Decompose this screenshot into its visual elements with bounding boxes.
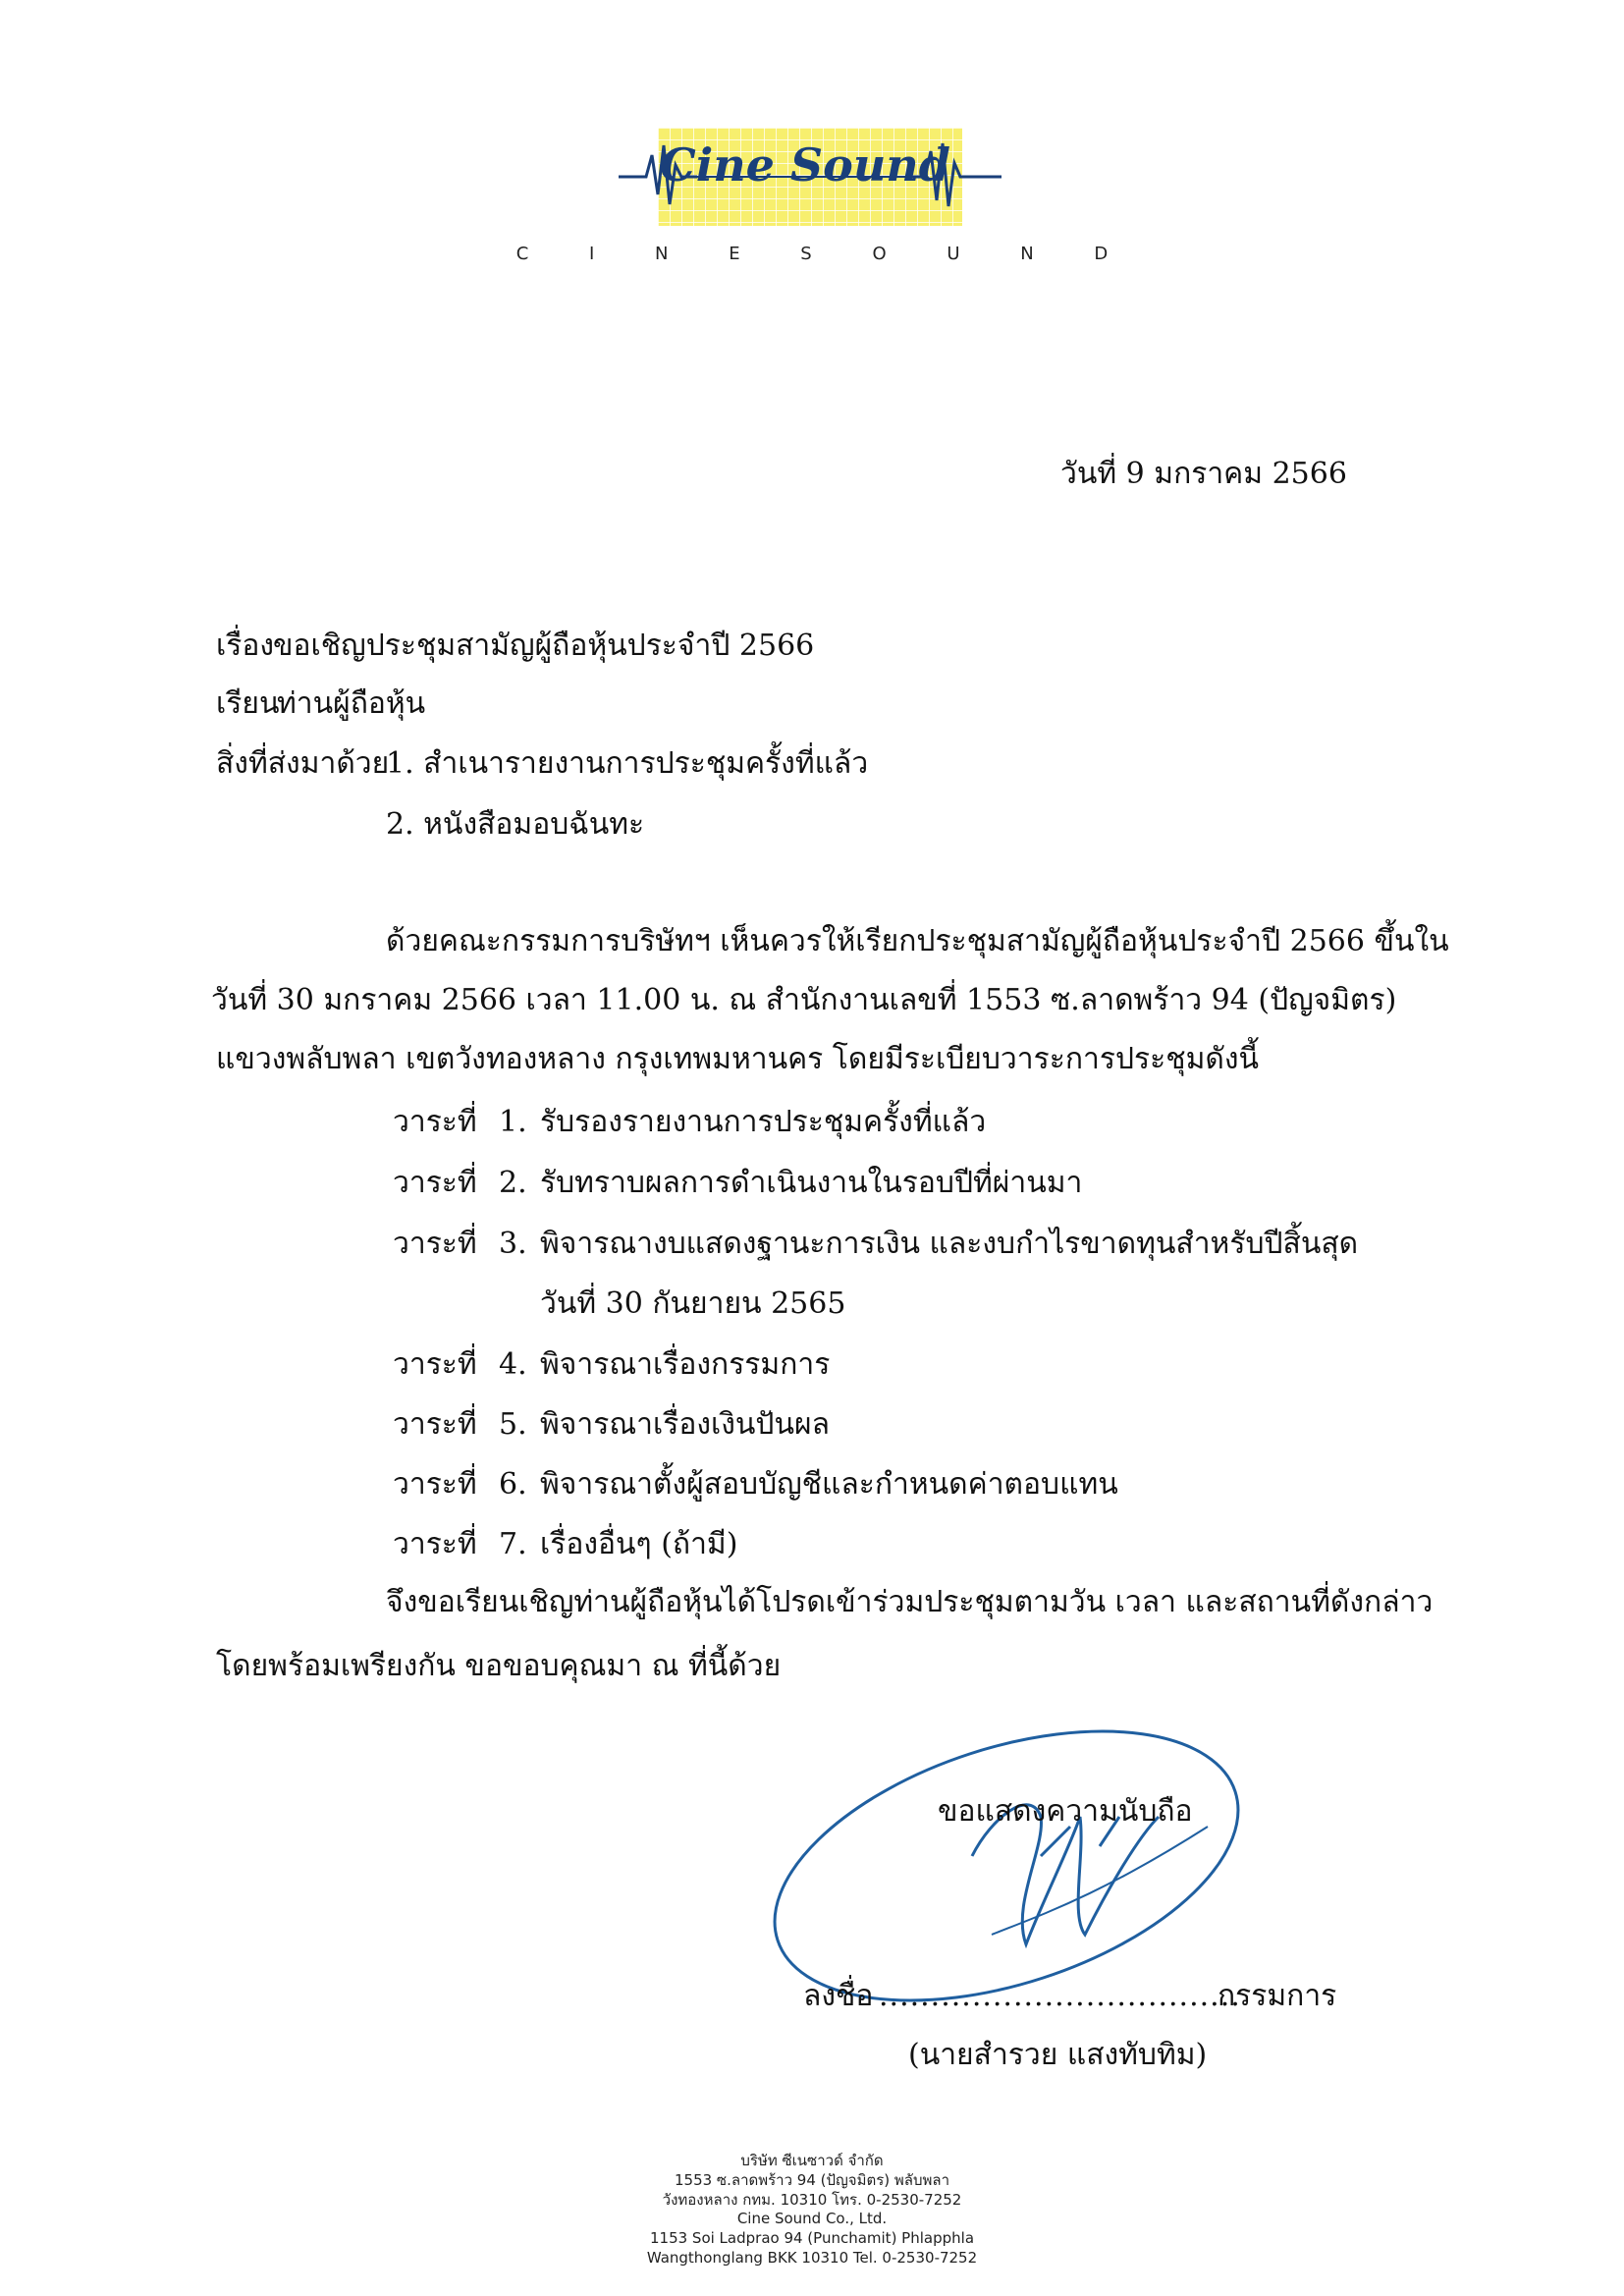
signer-position: กรรมการ bbox=[1218, 1979, 1337, 2013]
body-line: แขวงพลับพลา เขตวังทองหลาง กรุงเทพมหานคร โดยมีระเบียบวาระการประชุมดังนี้ bbox=[216, 1042, 1259, 1076]
agenda-number: 2. bbox=[499, 1166, 527, 1200]
footer-th-name: บริษัท ซีเนซาวด์ จำกัด bbox=[740, 2152, 884, 2169]
agenda-text: เรื่องอื่นๆ (ถ้ามี) bbox=[540, 1527, 738, 1561]
footer-en-address: Wangthonglang BKK 10310 Tel. 0-2530-7252 bbox=[646, 2249, 978, 2267]
body-line: ด้วยคณะกรรมการบริษัทฯ เห็นควรให้เรียกประชุมสามัญผู้ถือหุ้นประจำปี 2566 ขึ้นใน bbox=[386, 924, 1449, 958]
agenda-text: รับทราบผลการดำเนินงานในรอบปีที่ผ่านมา bbox=[540, 1166, 1083, 1200]
closing-line: จึงขอเรียนเชิญท่านผู้ถือหุ้นได้โปรดเข้าร่วมประชุมตามวัน เวลา และสถานที่ดังกล่าว bbox=[386, 1585, 1434, 1619]
agenda-text: พิจารณาตั้งผู้สอบบัญชีและกำหนดค่าตอบแทน bbox=[540, 1467, 1118, 1502]
enclosures-label: สิ่งที่ส่งมาด้วย bbox=[216, 746, 390, 781]
signer-name: (นายสำรวย แสงทับทิม) bbox=[908, 2038, 1208, 2072]
agenda-number: 7. bbox=[499, 1527, 527, 1561]
enclosure-item: 2. หนังสือมอบฉันทะ bbox=[386, 807, 645, 842]
subject-text: ขอเชิญประชุมสามัญผู้ถือหุ้นประจำปี 2566 bbox=[273, 629, 815, 663]
agenda-number: 5. bbox=[499, 1407, 527, 1442]
logo-wordmark: Cine Sound bbox=[660, 138, 950, 191]
letter-date: วันที่ 9 มกราคม 2566 bbox=[1060, 457, 1347, 491]
agenda-text: พิจารณางบแสดงฐานะการเงิน และงบกำไรขาดทุนสำหรับปีสิ้นสุด bbox=[540, 1227, 1359, 1261]
agenda-number: 3. bbox=[499, 1227, 527, 1261]
subject-label: เรื่อง bbox=[216, 629, 275, 663]
footer-th-address: 1553 ซ.ลาดพร้าว 94 (ปัญจมิตร) พลับพลา bbox=[674, 2171, 949, 2189]
agenda-label: วาระที่ bbox=[393, 1347, 477, 1382]
body-line: วันที่ 30 มกราคม 2566 เวลา 11.00 น. ณ สำนักงานเลขที่ 1553 ซ.ลาดพร้าว 94 (ปัญจมิตร) bbox=[211, 983, 1397, 1017]
agenda-text: รับรองรายงานการประชุมครั้งที่แล้ว bbox=[540, 1105, 987, 1139]
agenda-text: พิจารณาเรื่องกรรมการ bbox=[540, 1347, 831, 1382]
agenda-label: วาระที่ bbox=[393, 1467, 477, 1502]
logo-caption: C I N E S O U N D bbox=[515, 244, 1136, 264]
to-label: เรียน bbox=[216, 686, 280, 721]
agenda-text: พิจารณาเรื่องเงินปันผล bbox=[540, 1407, 830, 1442]
agenda-label: วาระที่ bbox=[393, 1527, 477, 1561]
footer-en-name: Cine Sound Co., Ltd. bbox=[736, 2210, 888, 2227]
agenda-text-continued: วันที่ 30 กันยายน 2565 bbox=[540, 1286, 846, 1321]
enclosure-item: 1. สำเนารายงานการประชุมครั้งที่แล้ว bbox=[386, 746, 869, 781]
regards-text: ขอแสดงความนับถือ bbox=[938, 1794, 1193, 1829]
signature-line: ................................... bbox=[879, 1979, 1241, 2013]
footer-th-address: วังทองหลาง กทม. 10310 โทร. 0-2530-7252 bbox=[662, 2191, 962, 2209]
agenda-label: วาระที่ bbox=[393, 1407, 477, 1442]
footer-en-address: 1153 Soi Ladprao 94 (Punchamit) Phlapphla bbox=[649, 2229, 975, 2247]
agenda-number: 4. bbox=[499, 1347, 527, 1382]
agenda-label: วาระที่ bbox=[393, 1227, 477, 1261]
closing-line: โดยพร้อมเพรียงกัน ขอขอบคุณมา ณ ที่นี้ด้วย bbox=[216, 1649, 782, 1683]
logo-waveform bbox=[619, 116, 1001, 234]
company-logo bbox=[619, 116, 1001, 234]
agenda-label: วาระที่ bbox=[393, 1105, 477, 1139]
to-text: ท่านผู้ถือหุ้น bbox=[277, 686, 426, 721]
sign-label: ลงชื่อ bbox=[803, 1979, 874, 2013]
agenda-number: 1. bbox=[499, 1105, 527, 1139]
agenda-number: 6. bbox=[499, 1467, 527, 1502]
agenda-label: วาระที่ bbox=[393, 1166, 477, 1200]
